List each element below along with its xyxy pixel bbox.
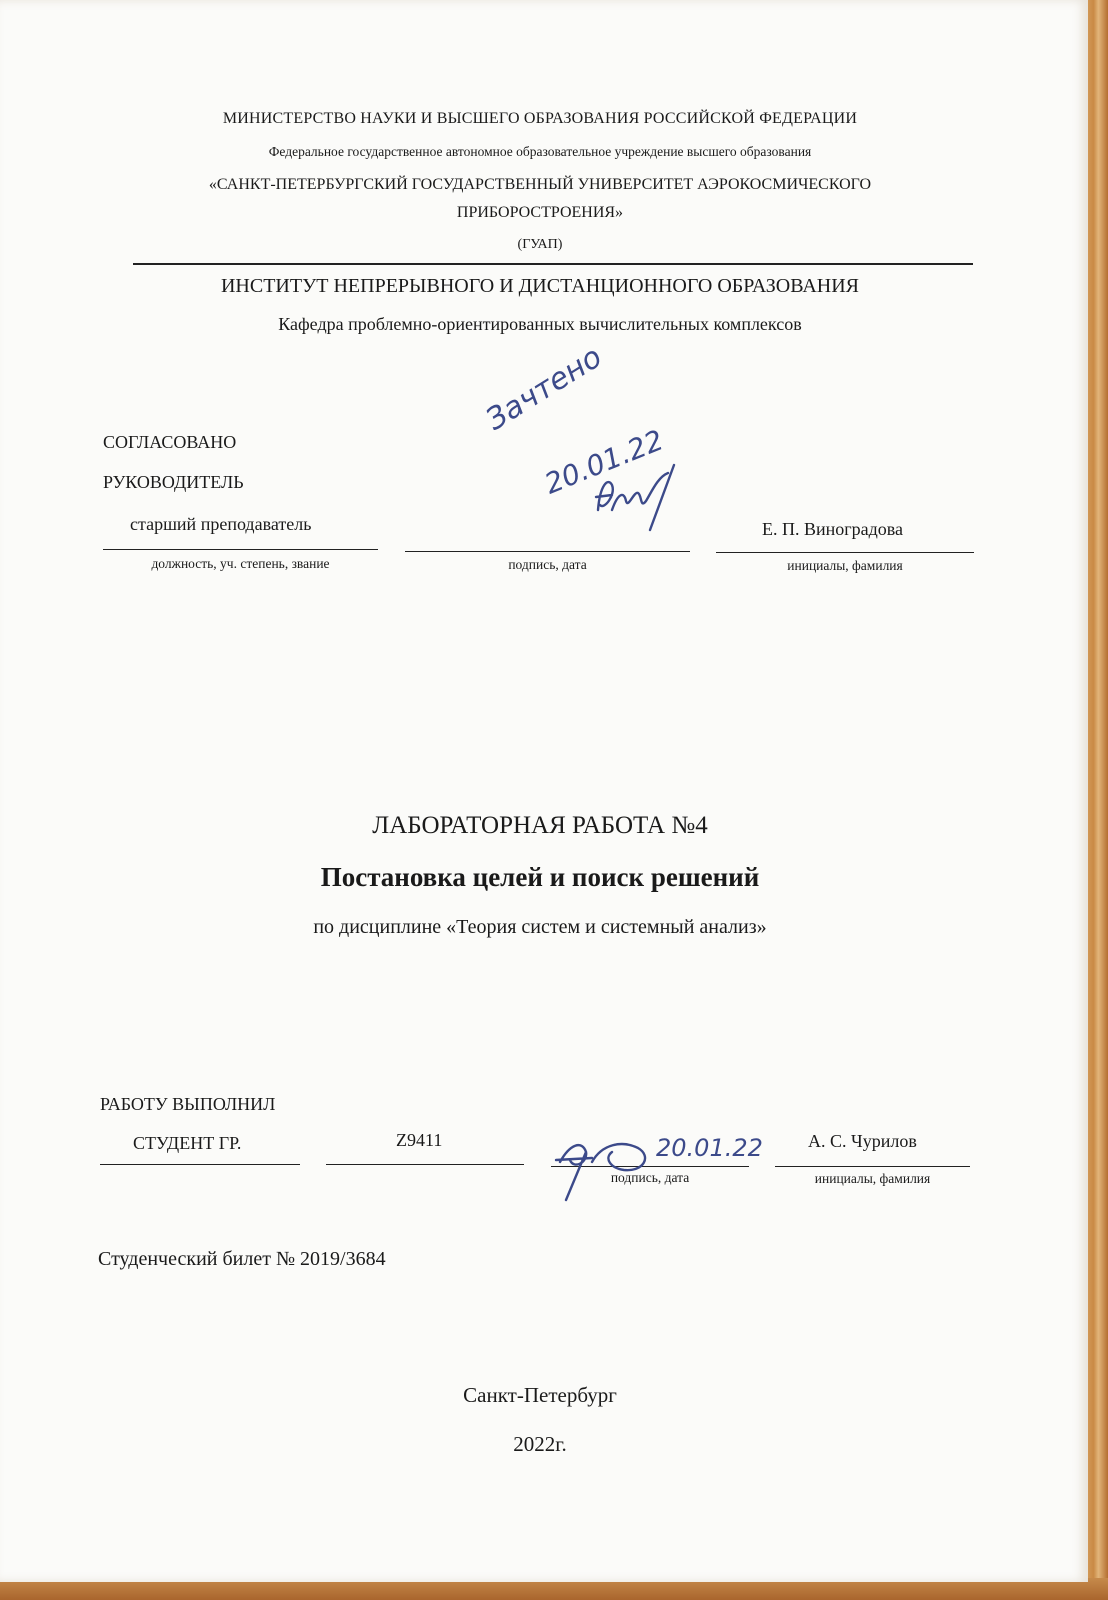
lab-work-topic: Постановка целей и поиск решений [320,862,760,892]
handwritten-accepted-note: Зачтено [480,339,609,438]
position-caption: должность, уч. степень, звание [151,556,330,571]
group-number-line [326,1164,524,1165]
ministry-name: МИНИСТЕРСТВО НАУКИ И ВЫСШЕГО ОБРАЗОВАНИЯ РОССИЙСКОЙ ФЕДЕРАЦИИ [222,110,858,127]
year: 2022г. [513,1432,567,1456]
student-signature-caption: подпись, дата [610,1170,690,1185]
lab-work-discipline: по дисциплине «Теория систем и системный анализ» [313,916,767,938]
signature-caption: подпись, дата [508,557,587,572]
header-divider [133,263,973,265]
performer-label: РАБОТУ ВЫПОЛНИЛ [100,1094,276,1114]
student-name-caption: инициалы, фамилия [814,1171,931,1186]
university-name-line1: «САНКТ-ПЕТЕРБУРГСКИЙ ГОСУДАРСТВЕННЫЙ УНИВЕРСИТЕТ АЭРОКОСМИЧЕСКОГО [208,176,872,193]
student-group-number: Z9411 [396,1130,443,1150]
group-label-line [100,1164,300,1165]
university-abbreviation: (ГУАП) [517,237,563,252]
lab-work-title: ЛАБОРАТОРНАЯ РАБОТА №4 [372,812,708,839]
supervisor-name: Е. П. Виноградова [762,519,904,539]
institution-type: Федеральное государственное автономное образовательное учреждение высшего образования [268,144,812,159]
handwritten-approval-date: 20.01.22 [540,423,668,501]
city: Санкт-Петербург [463,1383,617,1407]
position-line [103,549,378,550]
signature-line [405,551,690,552]
student-name-line [775,1166,970,1167]
student-handwritten-date: 20.01.22 [656,1134,763,1162]
supervisor-position: старший преподаватель [130,514,312,534]
institute-name: ИНСТИТУТ НЕПРЕРЫВНОГО И ДИСТАНЦИОННОГО ОБРАЗОВАНИЯ [220,275,860,297]
department-name: Кафедра проблемно-ориентированных вычислительных комплексов [278,314,802,334]
name-line [716,552,974,553]
agreed-label: СОГЛАСОВАНО [103,432,237,452]
student-signature [552,1122,662,1204]
student-name: А. С. Чурилов [808,1131,917,1151]
student-group-label: СТУДЕНТ ГР. [133,1133,242,1153]
student-card-number: Студенческий билет № 2019/3684 [98,1248,386,1270]
name-caption: инициалы, фамилия [787,558,903,573]
university-name-line2: ПРИБОРОСТРОЕНИЯ» [456,204,624,221]
supervisor-label: РУКОВОДИТЕЛЬ [103,472,244,492]
supervisor-signature [590,455,700,535]
